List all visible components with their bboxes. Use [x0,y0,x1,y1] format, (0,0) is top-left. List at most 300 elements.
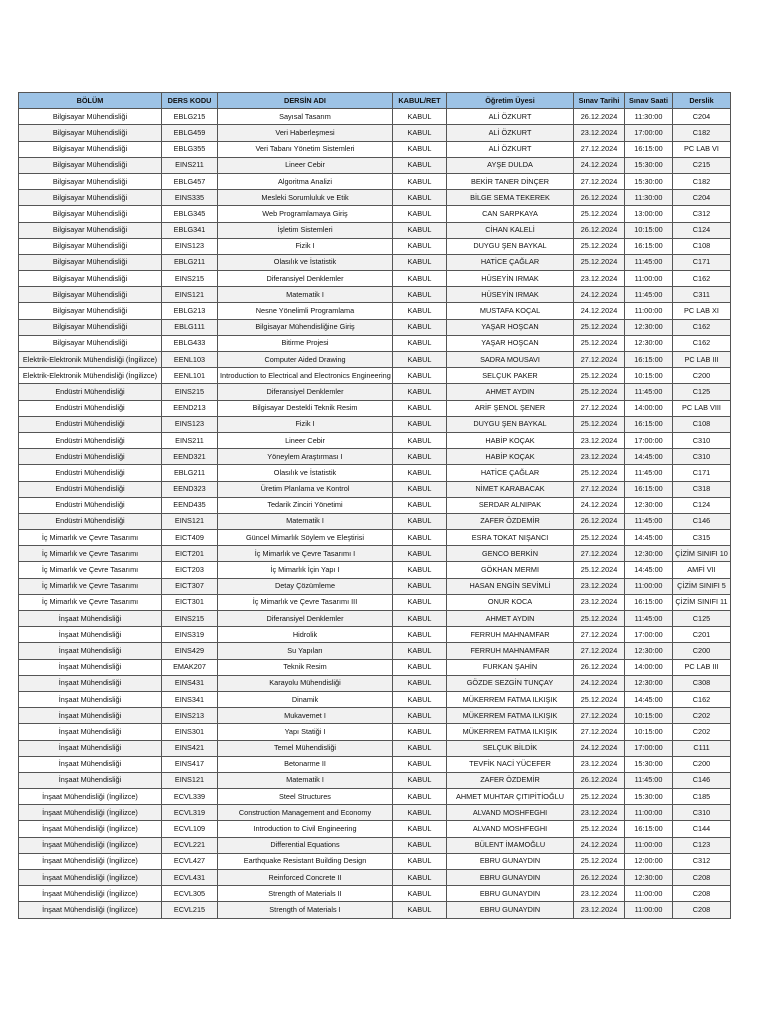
cell-ders-kodu: EBLG459 [162,125,218,141]
cell-sinav-saati: 12:30:00 [625,870,673,886]
cell-ogretim-uyesi: FERRUH MAHNAMFAR [447,643,574,659]
table-row [19,190,731,206]
cell-dersin-adi: Fizik I [218,238,393,254]
cell-derslik: C215 [673,157,731,173]
cell-bolum: İnşaat Mühendisliği [19,772,162,788]
cell-sinav-saati: 14:45:00 [625,691,673,707]
cell-kabul-ret: KABUL [393,578,447,594]
cell-sinav-tarihi: 24.12.2024 [574,740,625,756]
cell-sinav-tarihi: 23.12.2024 [574,578,625,594]
cell-ders-kodu: ECVL339 [162,789,218,805]
table-row [19,352,731,368]
cell-ders-kodu: EENL103 [162,352,218,368]
cell-sinav-saati: 11:30:00 [625,190,673,206]
cell-sinav-tarihi: 23.12.2024 [574,271,625,287]
cell-dersin-adi: Olasılık ve İstatistik [218,465,393,481]
cell-derslik: C162 [673,691,731,707]
cell-sinav-tarihi: 23.12.2024 [574,432,625,448]
cell-sinav-tarihi: 27.12.2024 [574,481,625,497]
cell-ders-kodu: EINS215 [162,384,218,400]
table-row [19,724,731,740]
cell-dersin-adi: Lineer Cebir [218,157,393,173]
table-row [19,708,731,724]
cell-dersin-adi: Diferansiyel Denklemler [218,271,393,287]
cell-sinav-saati: 12:30:00 [625,319,673,335]
cell-sinav-saati: 15:30:00 [625,157,673,173]
cell-ogretim-uyesi: AHMET AYDIN [447,384,574,400]
cell-bolum: Endüstri Mühendisliği [19,497,162,513]
cell-derslik: C124 [673,497,731,513]
cell-sinav-saati: 12:30:00 [625,643,673,659]
cell-kabul-ret: KABUL [393,465,447,481]
cell-sinav-tarihi: 23.12.2024 [574,125,625,141]
cell-sinav-tarihi: 23.12.2024 [574,805,625,821]
cell-derslik: C310 [673,449,731,465]
cell-sinav-saati: 14:00:00 [625,400,673,416]
cell-bolum: Bilgisayar Mühendisliği [19,141,162,157]
cell-ogretim-uyesi: EBRU GUNAYDIN [447,902,574,918]
cell-kabul-ret: KABUL [393,627,447,643]
cell-dersin-adi: Matematik I [218,513,393,529]
exam-schedule-table [18,92,731,919]
cell-dersin-adi: Detay Çözümleme [218,578,393,594]
cell-ders-kodu: EINS123 [162,238,218,254]
cell-ogretim-uyesi: EBRU GUNAYDIN [447,853,574,869]
cell-ogretim-uyesi: DUYGU ŞEN BAYKAL [447,238,574,254]
column-header-kabul-ret: KABUL/RET [393,93,447,109]
cell-ders-kodu: EINS211 [162,157,218,173]
cell-bolum: Endüstri Mühendisliği [19,432,162,448]
table-row [19,238,731,254]
column-header-ders-kodu: DERS KODU [162,93,218,109]
cell-ders-kodu: EINS341 [162,691,218,707]
cell-dersin-adi: Dinamik [218,691,393,707]
cell-ogretim-uyesi: SELÇUK PAKER [447,368,574,384]
cell-kabul-ret: KABUL [393,530,447,546]
cell-sinav-tarihi: 25.12.2024 [574,821,625,837]
table-row [19,691,731,707]
cell-bolum: İç Mimarlık ve Çevre Tasarımı [19,594,162,610]
cell-bolum: İnşaat Mühendisliği [19,740,162,756]
cell-ogretim-uyesi: ONUR KOCA [447,594,574,610]
cell-sinav-saati: 14:00:00 [625,659,673,675]
cell-ders-kodu: EINS121 [162,287,218,303]
table-row [19,335,731,351]
cell-sinav-saati: 16:15:00 [625,352,673,368]
cell-ders-kodu: EINS431 [162,675,218,691]
cell-ders-kodu: EEND321 [162,449,218,465]
cell-ogretim-uyesi: BİLGE SEMA TEKEREK [447,190,574,206]
cell-kabul-ret: KABUL [393,173,447,189]
cell-dersin-adi: Yöneylem Araştırması I [218,449,393,465]
cell-kabul-ret: KABUL [393,497,447,513]
cell-bolum: Bilgisayar Mühendisliği [19,190,162,206]
cell-sinav-saati: 12:30:00 [625,546,673,562]
cell-ogretim-uyesi: GÖKHAN MERMI [447,562,574,578]
cell-derslik: C146 [673,513,731,529]
cell-derslik: C144 [673,821,731,837]
cell-ogretim-uyesi: ARİF ŞENOL ŞENER [447,400,574,416]
cell-sinav-tarihi: 24.12.2024 [574,287,625,303]
cell-sinav-saati: 16:15:00 [625,594,673,610]
cell-ders-kodu: EINS301 [162,724,218,740]
cell-sinav-saati: 11:00:00 [625,578,673,594]
cell-sinav-saati: 11:00:00 [625,902,673,918]
table-row [19,319,731,335]
cell-sinav-tarihi: 25.12.2024 [574,238,625,254]
cell-sinav-tarihi: 24.12.2024 [574,837,625,853]
table-row [19,416,731,432]
cell-bolum: Bilgisayar Mühendisliği [19,125,162,141]
cell-sinav-tarihi: 25.12.2024 [574,335,625,351]
cell-derslik: C200 [673,368,731,384]
cell-sinav-saati: 16:15:00 [625,416,673,432]
cell-sinav-saati: 16:15:00 [625,821,673,837]
cell-bolum: Endüstri Mühendisliği [19,465,162,481]
cell-ogretim-uyesi: FURKAN ŞAHİN [447,659,574,675]
cell-ders-kodu: EBLG211 [162,465,218,481]
cell-kabul-ret: KABUL [393,109,447,125]
cell-sinav-saati: 11:45:00 [625,611,673,627]
cell-ders-kodu: EINS319 [162,627,218,643]
cell-ders-kodu: EINS335 [162,190,218,206]
cell-bolum: Elektrik-Elektronik Mühendisliği (İngilizce) [19,352,162,368]
cell-dersin-adi: Temel Mühendisliği [218,740,393,756]
cell-bolum: İnşaat Mühendisliği [19,611,162,627]
cell-ders-kodu: EINS215 [162,611,218,627]
table-row [19,594,731,610]
cell-sinav-tarihi: 24.12.2024 [574,157,625,173]
cell-bolum: İnşaat Mühendisliği (İngilizce) [19,821,162,837]
cell-derslik: C208 [673,870,731,886]
table-row [19,837,731,853]
cell-ders-kodu: EEND435 [162,497,218,513]
cell-ogretim-uyesi: ESRA TOKAT NIŞANCI [447,530,574,546]
cell-sinav-tarihi: 27.12.2024 [574,400,625,416]
cell-ogretim-uyesi: HATİCE ÇAĞLAR [447,254,574,270]
cell-dersin-adi: İç Mimarlık İçin Yapı I [218,562,393,578]
cell-sinav-tarihi: 27.12.2024 [574,546,625,562]
cell-ders-kodu: ECVL319 [162,805,218,821]
cell-ders-kodu: EINS213 [162,708,218,724]
cell-derslik: ÇİZİM SINIFI 10 [673,546,731,562]
cell-kabul-ret: KABUL [393,206,447,222]
cell-derslik: C310 [673,432,731,448]
cell-dersin-adi: İşletim Sistemleri [218,222,393,238]
cell-ogretim-uyesi: HÜSEYİN IRMAK [447,287,574,303]
cell-ders-kodu: EICT203 [162,562,218,578]
table-row [19,821,731,837]
table-row [19,546,731,562]
cell-bolum: İç Mimarlık ve Çevre Tasarımı [19,578,162,594]
cell-bolum: Endüstri Mühendisliği [19,481,162,497]
cell-dersin-adi: Diferansiyel Denklemler [218,611,393,627]
cell-ogretim-uyesi: AYŞE DULDA [447,157,574,173]
cell-sinav-tarihi: 25.12.2024 [574,206,625,222]
cell-dersin-adi: Computer Aided Drawing [218,352,393,368]
cell-bolum: Bilgisayar Mühendisliği [19,271,162,287]
cell-dersin-adi: Steel Structures [218,789,393,805]
cell-dersin-adi: Nesne Yönelimli Programlama [218,303,393,319]
cell-kabul-ret: KABUL [393,708,447,724]
cell-sinav-saati: 16:15:00 [625,481,673,497]
column-header-derslik: Derslik [673,93,731,109]
table-row [19,530,731,546]
cell-derslik: C125 [673,384,731,400]
cell-sinav-tarihi: 23.12.2024 [574,886,625,902]
cell-derslik: PC LAB VI [673,141,731,157]
cell-dersin-adi: İç Mimarlık ve Çevre Tasarımı III [218,594,393,610]
cell-sinav-tarihi: 25.12.2024 [574,319,625,335]
cell-sinav-saati: 10:15:00 [625,222,673,238]
cell-ders-kodu: EBLG433 [162,335,218,351]
cell-kabul-ret: KABUL [393,546,447,562]
cell-ogretim-uyesi: MÜKERREM FATMA ILKIŞIK [447,691,574,707]
cell-bolum: Bilgisayar Mühendisliği [19,319,162,335]
cell-bolum: İnşaat Mühendisliği [19,756,162,772]
cell-kabul-ret: KABUL [393,837,447,853]
cell-sinav-tarihi: 26.12.2024 [574,190,625,206]
cell-sinav-saati: 14:45:00 [625,530,673,546]
cell-sinav-saati: 11:00:00 [625,271,673,287]
column-header-bolum: BÖLÜM [19,93,162,109]
cell-ders-kodu: EEND213 [162,400,218,416]
cell-dersin-adi: Teknik Resim [218,659,393,675]
cell-dersin-adi: Su Yapıları [218,643,393,659]
cell-sinav-tarihi: 26.12.2024 [574,222,625,238]
cell-bolum: İnşaat Mühendisliği [19,708,162,724]
table-row [19,578,731,594]
cell-sinav-tarihi: 27.12.2024 [574,627,625,643]
table-row [19,902,731,918]
cell-derslik: C308 [673,675,731,691]
cell-bolum: Bilgisayar Mühendisliği [19,303,162,319]
cell-sinav-tarihi: 24.12.2024 [574,497,625,513]
table-row [19,562,731,578]
cell-derslik: C171 [673,465,731,481]
cell-kabul-ret: KABUL [393,449,447,465]
cell-ogretim-uyesi: SELÇUK BİLDİK [447,740,574,756]
table-row [19,222,731,238]
cell-sinav-saati: 10:15:00 [625,368,673,384]
cell-kabul-ret: KABUL [393,352,447,368]
cell-sinav-tarihi: 27.12.2024 [574,708,625,724]
cell-bolum: Bilgisayar Mühendisliği [19,254,162,270]
cell-ogretim-uyesi: FERRUH MAHNAMFAR [447,627,574,643]
cell-ogretim-uyesi: AHMET AYDIN [447,611,574,627]
cell-derslik: C124 [673,222,731,238]
cell-derslik: C182 [673,173,731,189]
table-row [19,384,731,400]
cell-derslik: C310 [673,805,731,821]
cell-kabul-ret: KABUL [393,222,447,238]
cell-sinav-saati: 17:00:00 [625,432,673,448]
cell-dersin-adi: Mesleki Sorumluluk ve Etik [218,190,393,206]
table-row [19,125,731,141]
cell-dersin-adi: Web Programlamaya Giriş [218,206,393,222]
table-row [19,643,731,659]
cell-derslik: ÇİZİM SINIFI 5 [673,578,731,594]
cell-derslik: C204 [673,190,731,206]
header-row [19,93,731,109]
cell-derslik: AMFİ VII [673,562,731,578]
cell-sinav-saati: 11:00:00 [625,303,673,319]
cell-sinav-saati: 17:00:00 [625,627,673,643]
cell-ders-kodu: EINS211 [162,432,218,448]
cell-ders-kodu: EBLG341 [162,222,218,238]
cell-sinav-tarihi: 23.12.2024 [574,449,625,465]
cell-bolum: İç Mimarlık ve Çevre Tasarımı [19,530,162,546]
cell-kabul-ret: KABUL [393,513,447,529]
cell-derslik: PC LAB III [673,659,731,675]
cell-ogretim-uyesi: EBRU GUNAYDIN [447,870,574,886]
cell-dersin-adi: Bilgisayar Destekli Teknik Resim [218,400,393,416]
cell-bolum: İç Mimarlık ve Çevre Tasarımı [19,546,162,562]
table-row [19,465,731,481]
cell-sinav-saati: 13:00:00 [625,206,673,222]
cell-bolum: İnşaat Mühendisliği (İngilizce) [19,886,162,902]
cell-ders-kodu: EINS429 [162,643,218,659]
cell-ogretim-uyesi: SADRA MOUSAVI [447,352,574,368]
cell-sinav-saati: 12:30:00 [625,497,673,513]
cell-bolum: Endüstri Mühendisliği [19,400,162,416]
cell-kabul-ret: KABUL [393,740,447,756]
cell-bolum: İnşaat Mühendisliği [19,724,162,740]
cell-bolum: İnşaat Mühendisliği (İngilizce) [19,789,162,805]
cell-kabul-ret: KABUL [393,157,447,173]
cell-bolum: Endüstri Mühendisliği [19,416,162,432]
cell-sinav-tarihi: 23.12.2024 [574,902,625,918]
cell-kabul-ret: KABUL [393,125,447,141]
cell-kabul-ret: KABUL [393,691,447,707]
table-row [19,740,731,756]
cell-sinav-tarihi: 24.12.2024 [574,303,625,319]
cell-bolum: Bilgisayar Mühendisliği [19,222,162,238]
cell-derslik: C204 [673,109,731,125]
cell-sinav-saati: 15:30:00 [625,173,673,189]
cell-kabul-ret: KABUL [393,902,447,918]
cell-derslik: C111 [673,740,731,756]
cell-ogretim-uyesi: HASAN ENGİN SEVİMLİ [447,578,574,594]
cell-sinav-saati: 11:00:00 [625,886,673,902]
cell-ders-kodu: ECVL427 [162,853,218,869]
table-row [19,303,731,319]
cell-dersin-adi: Bitirme Projesi [218,335,393,351]
cell-dersin-adi: Veri Haberleşmesi [218,125,393,141]
cell-derslik: C208 [673,886,731,902]
cell-kabul-ret: KABUL [393,432,447,448]
cell-kabul-ret: KABUL [393,675,447,691]
cell-bolum: İnşaat Mühendisliği [19,691,162,707]
cell-kabul-ret: KABUL [393,853,447,869]
cell-sinav-saati: 17:00:00 [625,125,673,141]
cell-ogretim-uyesi: ALİ ÖZKURT [447,109,574,125]
cell-sinav-tarihi: 27.12.2024 [574,173,625,189]
cell-bolum: İnşaat Mühendisliği (İngilizce) [19,870,162,886]
cell-ders-kodu: EINS121 [162,513,218,529]
cell-ders-kodu: EINS121 [162,772,218,788]
cell-ogretim-uyesi: NİMET KARABACAK [447,481,574,497]
table-row [19,675,731,691]
cell-derslik: C123 [673,837,731,853]
cell-ders-kodu: ECVL215 [162,902,218,918]
cell-dersin-adi: Güncel Mimarlık Söylem ve Eleştirisi [218,530,393,546]
cell-ders-kodu: EMAK207 [162,659,218,675]
cell-ders-kodu: EBLG355 [162,141,218,157]
cell-sinav-tarihi: 25.12.2024 [574,384,625,400]
cell-ogretim-uyesi: AHMET MUHTAR ÇITIPİTİOĞLU [447,789,574,805]
cell-dersin-adi: Differential Equations [218,837,393,853]
cell-kabul-ret: KABUL [393,335,447,351]
table-row [19,141,731,157]
cell-ogretim-uyesi: MÜKERREM FATMA ILKIŞIK [447,708,574,724]
cell-kabul-ret: KABUL [393,789,447,805]
cell-dersin-adi: Strength of Materials II [218,886,393,902]
cell-bolum: İnşaat Mühendisliği (İngilizce) [19,837,162,853]
table-row [19,611,731,627]
cell-sinav-saati: 16:15:00 [625,141,673,157]
cell-dersin-adi: Introduction to Electrical and Electronics Engineering [218,368,393,384]
table-row [19,400,731,416]
cell-bolum: İnşaat Mühendisliği (İngilizce) [19,902,162,918]
cell-sinav-tarihi: 26.12.2024 [574,772,625,788]
cell-ders-kodu: EBLG345 [162,206,218,222]
cell-ogretim-uyesi: HABİP KOÇAK [447,432,574,448]
cell-sinav-tarihi: 27.12.2024 [574,724,625,740]
cell-bolum: Endüstri Mühendisliği [19,449,162,465]
cell-dersin-adi: Yapı Statiği I [218,724,393,740]
cell-bolum: İnşaat Mühendisliği [19,675,162,691]
cell-sinav-saati: 14:45:00 [625,449,673,465]
cell-bolum: Bilgisayar Mühendisliği [19,109,162,125]
cell-kabul-ret: KABUL [393,870,447,886]
cell-derslik: C315 [673,530,731,546]
cell-ders-kodu: EINS421 [162,740,218,756]
cell-ders-kodu: EBLG111 [162,319,218,335]
cell-kabul-ret: KABUL [393,271,447,287]
table-row [19,772,731,788]
cell-kabul-ret: KABUL [393,254,447,270]
cell-dersin-adi: Betonarme II [218,756,393,772]
cell-derslik: C162 [673,335,731,351]
cell-derslik: C108 [673,238,731,254]
cell-dersin-adi: Hidrolik [218,627,393,643]
cell-derslik: C182 [673,125,731,141]
cell-kabul-ret: KABUL [393,886,447,902]
cell-ogretim-uyesi: CAN SARPKAYA [447,206,574,222]
cell-kabul-ret: KABUL [393,141,447,157]
cell-dersin-adi: Introduction to Civil Engineering [218,821,393,837]
table-row [19,157,731,173]
cell-sinav-saati: 11:45:00 [625,287,673,303]
cell-sinav-saati: 17:00:00 [625,740,673,756]
cell-ders-kodu: EBLG215 [162,109,218,125]
cell-sinav-tarihi: 25.12.2024 [574,530,625,546]
cell-derslik: PC LAB XI [673,303,731,319]
cell-derslik: C162 [673,319,731,335]
cell-derslik: C162 [673,271,731,287]
cell-kabul-ret: KABUL [393,562,447,578]
cell-dersin-adi: Veri Tabanı Yönetim Sistemleri [218,141,393,157]
table-row [19,432,731,448]
table-row [19,287,731,303]
cell-ogretim-uyesi: GENCO BERKİN [447,546,574,562]
cell-ogretim-uyesi: EBRU GUNAYDIN [447,886,574,902]
cell-ogretim-uyesi: SERDAR ALNIPAK [447,497,574,513]
cell-dersin-adi: Tedarik Zinciri Yönetimi [218,497,393,513]
cell-ders-kodu: EBLG211 [162,254,218,270]
cell-ogretim-uyesi: CİHAN KALELİ [447,222,574,238]
